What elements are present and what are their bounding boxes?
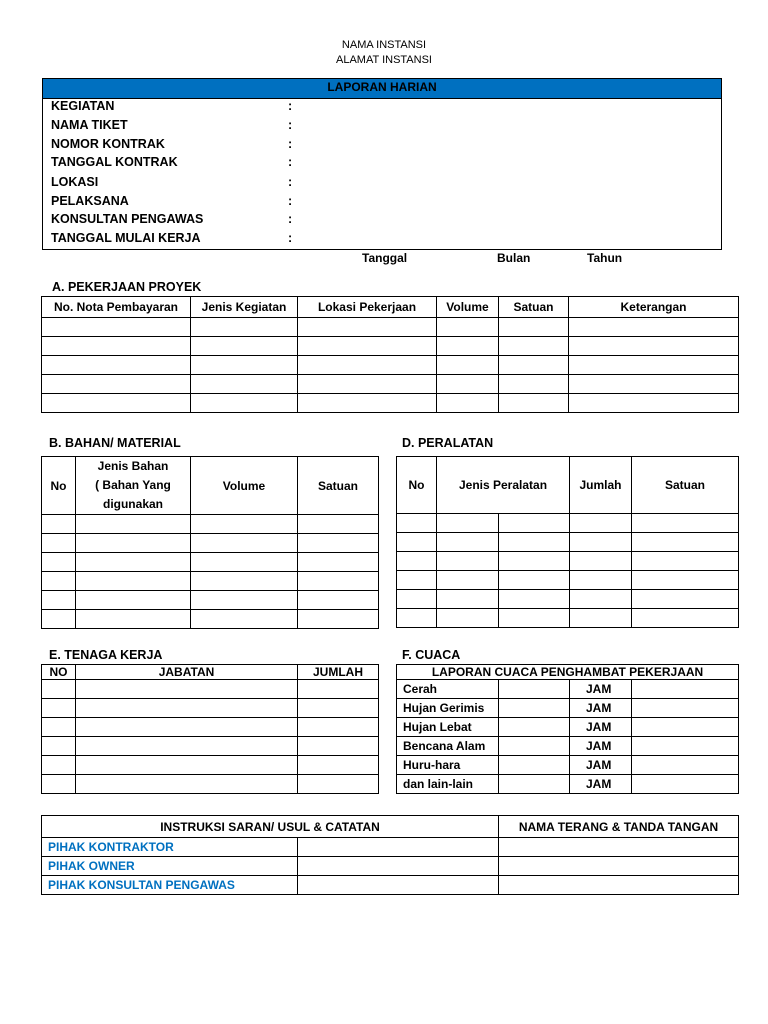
table-row — [397, 699, 739, 718]
table-row — [42, 591, 379, 610]
table-row — [42, 699, 379, 718]
pekerjaan-proyek-table — [41, 296, 739, 413]
party-kontraktor: PIHAK KONTRAKTOR — [42, 838, 298, 857]
table-row — [42, 680, 379, 699]
field-colon: : — [288, 194, 293, 208]
report-title: LAPORAN HARIAN — [43, 79, 721, 99]
col-header: Jumlah — [570, 457, 632, 514]
col-header: No. Nota Pembayaran — [42, 297, 191, 318]
field-colon: : — [288, 99, 293, 113]
field-label-kegiatan: KEGIATAN — [51, 99, 115, 113]
table-row — [42, 337, 739, 356]
table-row — [42, 857, 739, 876]
weather-label: dan lain-lain — [397, 775, 499, 794]
field-colon: : — [288, 175, 293, 189]
institution-address: ALAMAT INSTANSI — [336, 54, 432, 66]
table-row — [397, 571, 739, 590]
table-row — [42, 610, 379, 629]
table-row — [397, 514, 739, 533]
col-header: Jenis Kegiatan — [191, 297, 298, 318]
hours-unit: JAM — [570, 737, 632, 756]
party-konsultan-pengawas: PIHAK KONSULTAN PENGAWAS — [42, 876, 298, 895]
table-row — [42, 375, 739, 394]
col-header: No — [397, 457, 437, 514]
col-header: Satuan — [298, 457, 379, 515]
cuaca-table — [396, 664, 739, 794]
hours-unit: JAM — [570, 756, 632, 775]
table-row — [397, 737, 739, 756]
bahan-material-table — [41, 456, 379, 629]
col-header: NO — [42, 665, 76, 680]
date-label-tahun: Tahun — [587, 251, 623, 265]
field-label-tanggal-mulai-kerja: TANGGAL MULAI KERJA — [51, 231, 201, 245]
table-row — [42, 534, 379, 553]
field-label-nama-tiket: NAMA TIKET — [51, 118, 128, 132]
hours-unit: JAM — [570, 680, 632, 699]
field-colon: : — [288, 118, 293, 132]
date-label-tanggal: Tanggal — [362, 251, 408, 265]
col-header: Satuan — [632, 457, 739, 514]
table-row — [42, 775, 379, 794]
table-row — [42, 572, 379, 591]
col-header: JUMLAH — [298, 665, 379, 680]
hours-unit: JAM — [570, 699, 632, 718]
section-a-title: A. PEKERJAAN PROYEK — [52, 280, 202, 294]
cuaca-table-title: LAPORAN CUACA PENGHAMBAT PEKERJAAN — [397, 665, 739, 680]
table-row — [42, 356, 739, 375]
instructions-header: INSTRUKSI SARAN/ USUL & CATATAN — [42, 816, 499, 838]
col-header: Lokasi Pekerjaan — [298, 297, 437, 318]
col-header: Jenis Peralatan — [437, 457, 570, 514]
col-header: No — [42, 457, 76, 515]
section-d-title: D. PERALATAN — [402, 436, 494, 450]
weather-label: Hujan Lebat — [397, 718, 499, 737]
table-row — [42, 718, 379, 737]
weather-label: Hujan Gerimis — [397, 699, 499, 718]
table-row — [397, 552, 739, 571]
section-b-title: B. BAHAN/ MATERIAL — [49, 436, 181, 450]
signature-header: NAMA TERANG & TANDA TANGAN — [499, 816, 739, 838]
party-owner: PIHAK OWNER — [42, 857, 298, 876]
field-label-nomor-kontrak: NOMOR KONTRAK — [51, 137, 165, 151]
table-row — [42, 515, 379, 534]
section-e-title: E. TENAGA KERJA — [49, 648, 163, 662]
table-row — [397, 775, 739, 794]
table-row — [42, 838, 739, 857]
col-header: Volume — [437, 297, 499, 318]
col-header: Jenis Bahan ( Bahan Yang digunakan — [76, 457, 191, 515]
col-header: Satuan — [499, 297, 569, 318]
col-header: Keterangan — [569, 297, 739, 318]
field-colon: : — [288, 212, 293, 226]
col-header: Volume — [191, 457, 298, 515]
hours-unit: JAM — [570, 775, 632, 794]
table-row — [397, 718, 739, 737]
table-row — [42, 737, 379, 756]
hours-unit: JAM — [570, 718, 632, 737]
field-label-pelaksana: PELAKSANA — [51, 194, 129, 208]
table-row — [42, 553, 379, 572]
table-row — [42, 876, 739, 895]
table-row — [42, 318, 739, 337]
peralatan-table — [396, 456, 739, 628]
table-row — [397, 680, 739, 699]
tenaga-kerja-table — [41, 664, 379, 794]
table-row — [42, 394, 739, 413]
weather-label: Cerah — [397, 680, 499, 699]
instructions-table — [41, 815, 739, 895]
field-label-lokasi: LOKASI — [51, 175, 99, 189]
table-row — [397, 756, 739, 775]
field-label-konsultan-pengawas: KONSULTAN PENGAWAS — [51, 212, 204, 226]
institution-name: NAMA INSTANSI — [341, 39, 427, 51]
table-row — [42, 756, 379, 775]
table-row — [397, 533, 739, 552]
report-info-box — [42, 78, 722, 250]
field-colon: : — [288, 231, 293, 245]
field-label-tanggal-kontrak: TANGGAL KONTRAK — [51, 155, 178, 169]
section-f-title: F. CUACA — [402, 648, 461, 662]
col-header: JABATAN — [76, 665, 298, 680]
field-colon: : — [288, 155, 293, 169]
table-row — [397, 590, 739, 609]
weather-label: Huru-hara — [397, 756, 499, 775]
weather-label: Bencana Alam — [397, 737, 499, 756]
table-row — [397, 609, 739, 628]
field-colon: : — [288, 137, 293, 151]
date-label-bulan: Bulan — [497, 251, 531, 265]
